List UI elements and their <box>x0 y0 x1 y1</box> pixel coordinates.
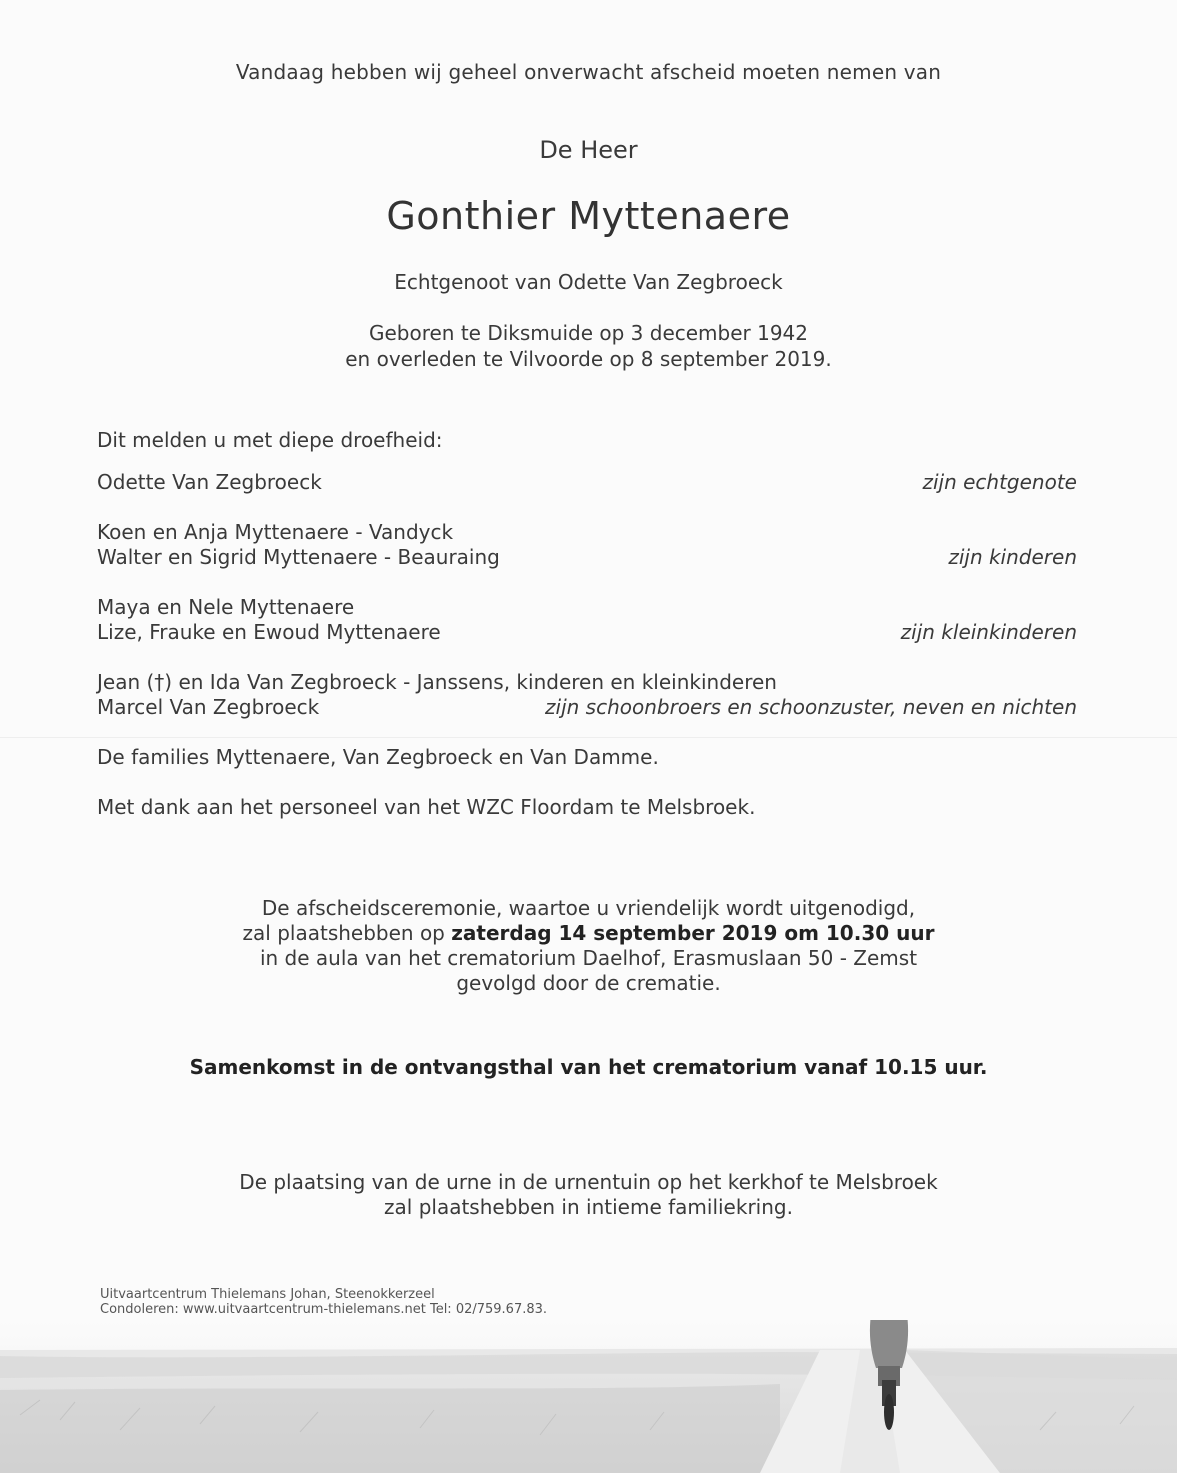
mourner-line: Marcel Van Zegbroeck <box>97 695 320 719</box>
footer-line: Uitvaartcentrum Thielemans Johan, Steenokkerzeel <box>100 1287 435 1302</box>
ceremony-line: De afscheidsceremonie, waartoe u vriendelijk wordt uitgenodigd, <box>261 896 916 920</box>
urn-line: zal plaatshebben in intieme familiekring. <box>384 1195 793 1219</box>
ceremony-line: in de aula van het crematorium Daelhof, Erasmuslaan 50 - Zemst <box>259 946 918 970</box>
mourner-names <box>97 520 500 570</box>
mourner-names <box>97 470 322 495</box>
mourner-group <box>97 670 1077 720</box>
mourner-line: Maya en Nele Myttenaere <box>97 595 355 619</box>
born-line: Geboren te Diksmuide op 3 december 1942 <box>368 321 809 345</box>
fold-line <box>0 737 1177 738</box>
urn-line: De plaatsing van de urne in de urnentuin op het kerkhof te Melsbroek <box>239 1170 938 1194</box>
mourner-line: Odette Van Zegbroeck <box>97 470 322 494</box>
urn-block <box>0 1170 1177 1220</box>
landscape-cyclist-image <box>0 1320 1177 1473</box>
intro-text: Vandaag hebben wij geheel onverwacht afscheid moeten nemen van <box>235 60 942 84</box>
mourner-line: Jean (†) en Ida Van Zegbroeck - Janssens, kinderen en kleinkinderen <box>97 670 777 694</box>
funeral-home-footer <box>100 1287 547 1317</box>
thanks-line: Met dank aan het personeel van het WZC Floordam te Melsbroek. <box>97 795 756 819</box>
mourner-group <box>97 595 1077 645</box>
mourner-group <box>97 470 1077 495</box>
mourner-group <box>97 520 1077 570</box>
ceremony-block <box>0 896 1177 996</box>
gathering-line: Samenkomst in de ontvangsthal van het crematorium vanaf 10.15 uur. <box>189 1055 988 1079</box>
mourner-relation: zijn schoonbroers en schoonzuster, neven en nichten <box>545 695 1077 719</box>
died-line: en overleden te Vilvoorde op 8 september 2019. <box>345 347 832 371</box>
spouse-line: Echtgenoot van Odette Van Zegbroeck <box>394 270 783 294</box>
mourner-line: Koen en Anja Myttenaere - Vandyck <box>97 520 454 544</box>
mourner-relation: zijn kinderen <box>948 545 1077 569</box>
families-line: De families Myttenaere, Van Zegbroeck en Van Damme. <box>97 745 659 769</box>
honorific: De Heer <box>539 136 638 164</box>
deceased-name: Gonthier Myttenaere <box>386 194 791 238</box>
mourner-line: Lize, Frauke en Ewoud Myttenaere <box>97 620 441 644</box>
mourner-relation: zijn echtgenote <box>922 470 1077 494</box>
mourner-relation: zijn kleinkinderen <box>900 620 1077 644</box>
ceremony-line <box>0 921 1177 946</box>
mourners-intro: Dit melden u met diepe droefheid: <box>97 428 443 452</box>
ceremony-date: zaterdag 14 september 2019 om 10.30 uur <box>451 921 935 945</box>
mourner-names <box>97 595 441 645</box>
ceremony-date-prefix: zal plaatshebben op <box>242 921 452 945</box>
birth-death-block <box>0 320 1177 372</box>
ceremony-line: gevolgd door de crematie. <box>456 971 721 995</box>
mourner-line: Walter en Sigrid Myttenaere - Beauraing <box>97 545 500 569</box>
footer-line: Condoleren: www.uitvaartcentrum-thielemans.net Tel: 02/759.67.83. <box>100 1302 548 1317</box>
